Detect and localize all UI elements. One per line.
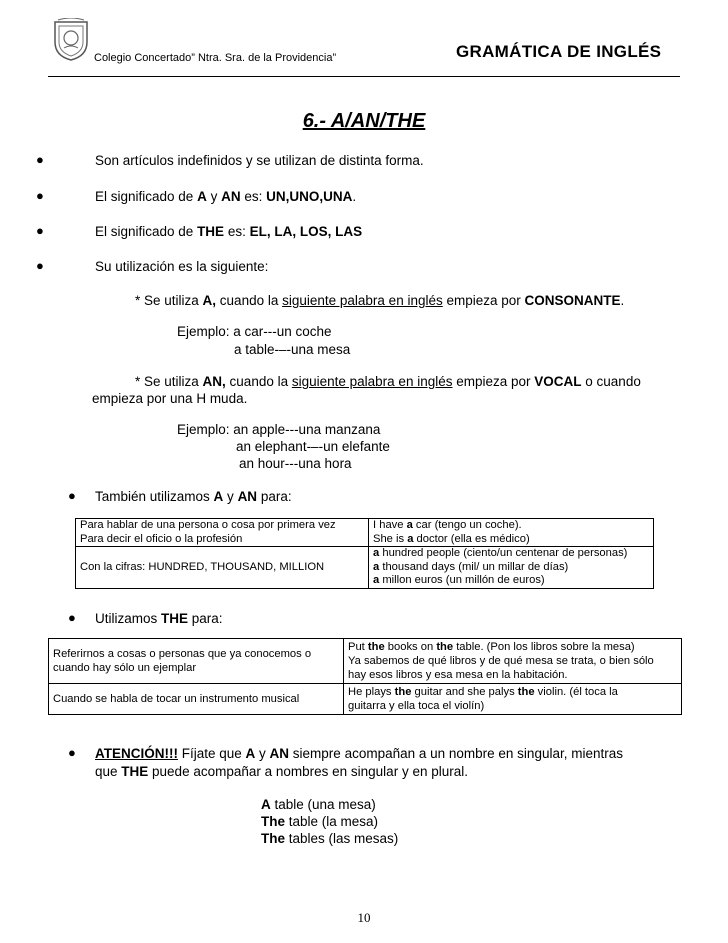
table-row bbox=[76, 519, 654, 533]
header-divider bbox=[48, 76, 680, 77]
school-crest-icon bbox=[52, 18, 90, 62]
also-a-an-heading: También utilizamos A y AN para: bbox=[95, 489, 292, 504]
atencion-line-1: ATENCIÓN!!! Fíjate que A y AN siempre acompañan a un nombre en singular, mientras bbox=[95, 746, 623, 761]
table-cell: I have a car (tengo un coche). bbox=[373, 519, 522, 531]
bullet-4: Su utilización es la siguiente: bbox=[95, 259, 269, 274]
table-cell: Put the books on the table. (Pon los libros sobre la mesa) Ya sabemos de qué libros y de qué mesa se trata, o bien sólo hay esos libros y esa mesa en la habitación. bbox=[348, 641, 654, 681]
bullet-2: El significado de A y AN es: UN,UNO,UNA. bbox=[95, 189, 357, 204]
school-name: Colegio Concertado” Ntra. Sra. de la Providencia” bbox=[94, 52, 337, 64]
table-row bbox=[76, 547, 654, 589]
bullet-icon: ● bbox=[36, 152, 44, 167]
use-the-heading: Utilizamos THE para: bbox=[95, 611, 223, 626]
bullet-icon: ● bbox=[68, 745, 76, 760]
example-an-1: Ejemplo: an apple---una manzana bbox=[177, 422, 381, 437]
table-row bbox=[49, 639, 682, 684]
page-number: 10 bbox=[357, 910, 371, 925]
rule-an: * Se utiliza AN, cuando la siguiente palabra en inglés empieza por VOCAL o cuando bbox=[135, 374, 641, 389]
example-an-3: an hour---una hora bbox=[239, 456, 352, 471]
table-cell: Para hablar de una persona o cosa por primera vez bbox=[76, 519, 369, 533]
final-example-2: The table (la mesa) bbox=[261, 814, 379, 829]
table-cell: He plays the guitar and she palys the violin. (él toca la guitarra y ella toca el violín) bbox=[344, 684, 682, 715]
table-cell: Referirnos a cosas o personas que ya conocemos o cuando hay sólo un ejemplar bbox=[49, 639, 344, 684]
bullet-icon: ● bbox=[36, 258, 44, 273]
bullet-3: El significado de THE es: EL, LA, LOS, LAS bbox=[95, 224, 363, 239]
page-title: 6.- A/AN/THE bbox=[302, 110, 426, 132]
table-cell: Con la cifras: HUNDRED, THOUSAND, MILLION bbox=[76, 547, 369, 589]
rule-an-line2: empieza por una H muda. bbox=[92, 391, 248, 406]
bullet-1: Son artículos indefinidos y se utilizan de distinta forma. bbox=[95, 153, 424, 168]
final-example-1: A table (una mesa) bbox=[261, 797, 376, 812]
table-row bbox=[49, 684, 682, 715]
the-usage-table bbox=[48, 638, 682, 715]
table-row bbox=[76, 533, 654, 547]
table-cell: Para decir el oficio o la profesión bbox=[76, 533, 369, 547]
final-example-3: The tables (las mesas) bbox=[261, 831, 399, 846]
atencion-line-2: que THE puede acompañar a nombres en singular y en plural. bbox=[95, 764, 468, 779]
bullet-icon: ● bbox=[36, 223, 44, 238]
a-an-usage-table bbox=[75, 518, 654, 589]
table-cell: She is a doctor (ella es médico) bbox=[373, 532, 530, 545]
bullet-icon: ● bbox=[68, 488, 76, 503]
table-cell: Cuando se habla de tocar un instrumento musical bbox=[49, 684, 344, 715]
table-cell: a hundred people (ciento/un centenar de personas) a thousand days (mil/ un millar de días) a millon euros (un millón de euros) bbox=[369, 547, 654, 589]
rule-a: * Se utiliza A, cuando la siguiente palabra en inglés empieza por CONSONANTE. bbox=[135, 293, 625, 308]
example-a-1: Ejemplo: a car---un coche bbox=[177, 324, 332, 339]
example-a-2: a table-–-una mesa bbox=[234, 342, 351, 357]
subject-heading: GRAMÁTICA DE INGLÉS bbox=[456, 42, 662, 61]
bullet-icon: ● bbox=[68, 610, 76, 625]
example-an-2: an elephant-–-un elefante bbox=[236, 439, 390, 454]
bullet-icon: ● bbox=[36, 188, 44, 203]
